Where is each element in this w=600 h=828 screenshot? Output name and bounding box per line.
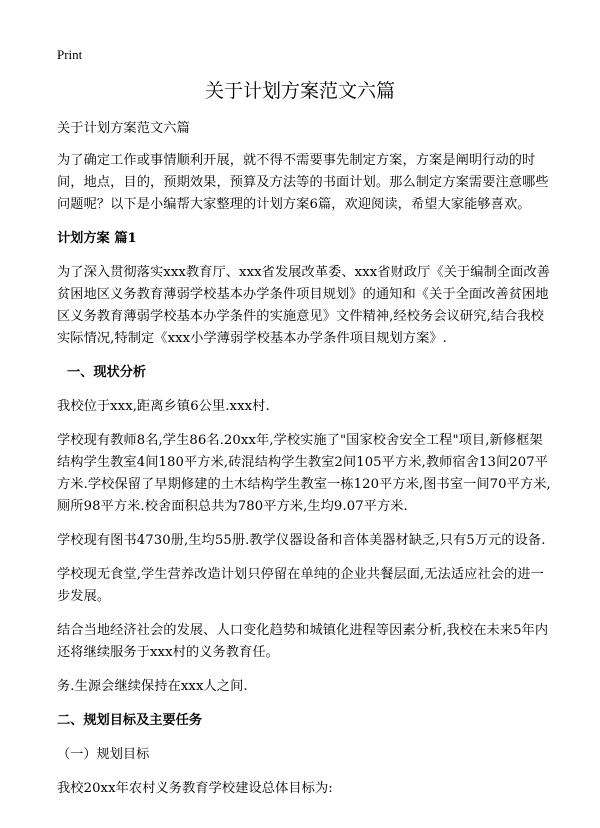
part1-paragraph-facilities: 学校现有教师8名,学生86名.20xx年,学校实施了"国家校舍安全工程"项目,新修框架结构学生教室4间180平方米,砖混结构学生教室2间105平方米,教师宿舍13间207平方米.学校保留了早期修建的土木结构学生教室一栋120平方米,图书室一间70平方米,厕所98平方米.校舍面积总共为780平方米,生均9.07平方米.: [57, 433, 551, 514]
part1-paragraph-enrollment: 务.生源会继续保持在xxx人之间.: [57, 679, 248, 694]
part2-subheading-goals: （一）规划目标: [57, 747, 150, 762]
print-link[interactable]: Print: [57, 47, 83, 62]
page-title: 关于计划方案范文六篇: [204, 80, 395, 102]
document-subtitle: 关于计划方案范文六篇: [57, 121, 190, 136]
section1-intro-paragraph: 为了深入贯彻落实xxx教育厅、xxx省发展改革委、xxx省财政厅《关于编制全面改善贫困地区义务教育薄弱学校基本办学条件项目规划》的通知和《关于全面改善贫困地区义务教育薄弱学校基本办学条件的实施意见》文件精神,经校务会议研究,结合我校实际情况,特制定《xxx小学薄弱学校基本办学条件项目规划方案》.: [57, 265, 551, 346]
part1-paragraph-analysis: 结合当地经济社会的发展、人口变化趋势和城镇化进程等因素分析,我校在未来5年内还将继续服务于xxx村的义务教育任。: [57, 623, 549, 660]
document-body: [57, 118, 554, 812]
part2-heading: 二、规划目标及主要任务: [57, 713, 203, 728]
part1-heading: 一、现状分析: [67, 365, 147, 380]
part1-paragraph-location: 我校位于xxx,距离乡镇6公里.xxx村.: [57, 399, 270, 414]
intro-paragraph: 为了确定工作或事情顺利开展，就不得不需要事先制定方案，方案是阐明行动的时间，地点，目的，预期效果，预算及方法等的书面计划。那么制定方案需要注意哪些问题呢？以下是小编帮大家整理的计划方案6篇，欢迎阅读，希望大家能够喜欢。: [57, 153, 549, 212]
part2-paragraph-goals: 我校20xx年农村义务教育学校建设总体目标为:: [57, 781, 333, 796]
part1-paragraph-books: 学校现有图书4730册,生均55册.教学仪器设备和音体美器材缺乏,只有5万元的设备.: [57, 533, 546, 548]
part1-paragraph-canteen: 学校现无食堂,学生营养改造计划只停留在单纯的企业共餐层面,无法适应社会的进一步发展。: [57, 567, 544, 604]
section-heading-1: 计划方案 篇1: [57, 231, 137, 246]
